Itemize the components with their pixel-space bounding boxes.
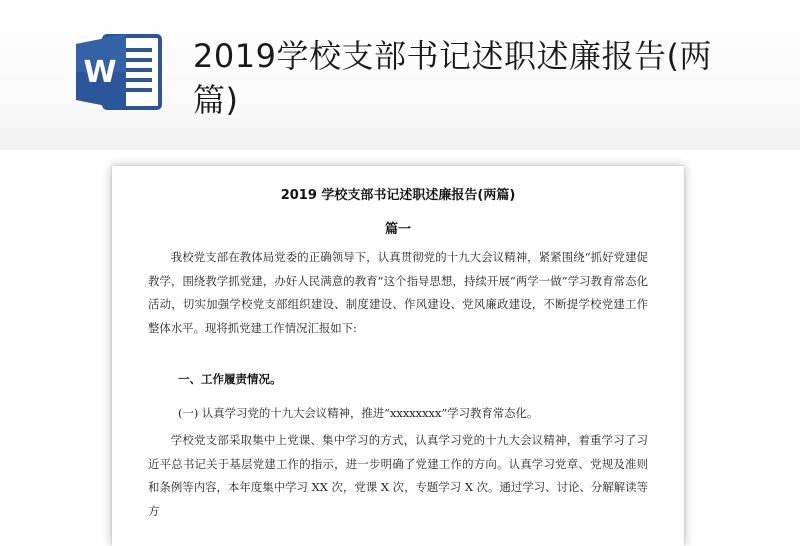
document-title: 2019学校支部书记述职述廉报告(两篇) bbox=[193, 37, 712, 119]
page-title: 2019 学校支部书记述职述廉报告(两篇) bbox=[280, 188, 516, 203]
subheading-1: (一) 认真学习党的十九大会议精神，推进“xxxxxxxx”学习教育常态化。 bbox=[178, 406, 539, 420]
word-doc-icon bbox=[74, 32, 164, 112]
heading-1: 一、工作履责情况。 bbox=[178, 372, 282, 386]
paragraph-2: 学校党支部采取集中上党课、集中学习的方式，认真学习党的十九大会议精神，着重学习了习近平总书记关于基层党建工作的指示，进一步明确了党建工作的方向。认真学习党章、党规及准则和条例等内容，本年度集中学习 XX 次，党课 X 次，专题学习 X 次。通过学习、讨论、分解解读等方 bbox=[148, 433, 648, 518]
document-page bbox=[112, 166, 684, 546]
section-title: 篇一 bbox=[384, 222, 411, 237]
paragraph-1: 我校党支部在教体局党委的正确领导下，认真贯彻党的十九大会议精神，紧紧围绕“抓好党建促教学，围绕教学抓党建，办好人民满意的教育”这个指导思想，持续开展“两学一做”学习教育常态化活动，切实加强学校党支部组织建设、制度建设、作风建设、党风廉政建设，不断提学校党建工作整体水平。现将抓党建工作情况汇报如下: bbox=[148, 250, 648, 335]
word-icon-letter: W bbox=[83, 55, 117, 90]
